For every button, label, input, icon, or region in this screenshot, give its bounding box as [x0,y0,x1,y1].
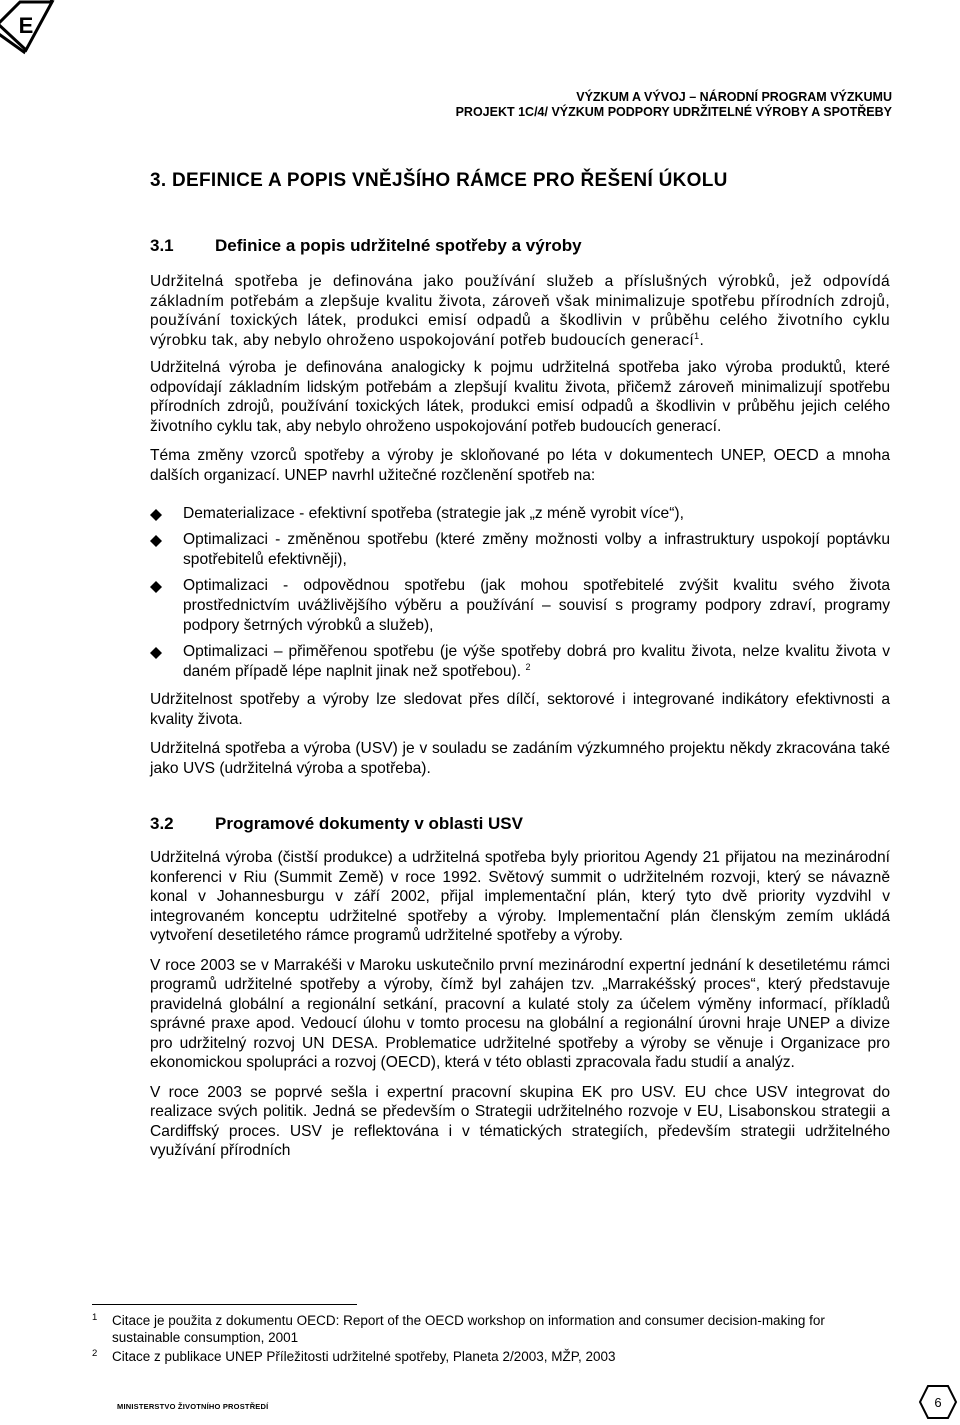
main-content [150,170,890,1161]
section-title: Programové dokumenty v oblasti USV [215,814,523,833]
header-line-2: PROJEKT 1C/4/ VÝZKUM PODPORY UDRŽITELNÉ VÝROBY A SPOTŘEBY [455,105,892,119]
footnote-mark: 2 [92,1348,98,1359]
footnote [92,1348,892,1365]
list-item-text: Optimalizaci – přiměřenou spotřebu (je výše spotřeby dobrá pro kvalitu života, nelze kvalitu života v daném případě lépe naplnit jinak než spotřebou). [183,643,890,680]
paragraph: Udržitelná výroba je definována analogicky k pojmu udržitelná spotřeba jako výroba produktů, které odpovídají základním lidským potřebám a zlepšují kvalitu života, přičemž zároveň minimalizují spotřebu přírodních zdrojů, používání toxických látek, produkci emisí odpadů a škodlivin v průběhu jejich celého životního cyklu tak, aby nebylo ohroženo uspokojování potřeb budoucích generací. [150,359,890,435]
diamond-e-logo-icon [0,0,60,60]
logo [0,0,60,60]
header-line-1: VÝZKUM A VÝVOJ – NÁRODNÍ PROGRAM VÝZKUMU [576,90,892,104]
document-header [456,90,892,120]
paragraph: V roce 2003 se v Marrakéši v Maroku uskutečnilo první mezinárodní expertní jednání k desetiletému rámci programů udržitelné spotřeby a výroby, čímž byl zahájen tzv. „Marrakéšský proces“, který představuje pravidelná globální a regionální setkání, pracovní a kulaté stoly za účelem výměny informací, příkladů správné praxe apod. Vedoucí úlohu v tomto procesu na globální a regionální úrovni hraje UNEP a divize pro udržitelný rozvoj UN DESA. Problematice udržitelné spotřeby a výroby se věnuje i Organizace pro ekonomickou spolupráci a rozvoj (OECD), která v této oblasti zpracovala řadu studií a analýz. [150,956,890,1071]
footnotes [92,1312,892,1365]
section-3-2-heading [150,814,890,834]
chapter-title: 3. DEFINICE A POPIS VNĚJŠÍHO RÁMCE PRO ŘEŠENÍ ÚKOLU [150,170,728,191]
section-number: 3.2 [150,814,174,833]
paragraph: V roce 2003 se poprvé sešla i expertní pracovní skupina EK pro USV. EU chce USV integrovat do realizace svých politik. Jedná se především o Strategii udržitelného rozvoje v EU, Lisabonskou strategii a Cardiffský proces. USV je reflektována i v tématických strategiích, především strategii udržitelného využívání přírodních [150,1083,890,1159]
hexagon-page-icon [918,1384,958,1420]
diamond-bullet-icon [150,535,162,547]
paragraph: Udržitelná spotřeba a výroba (USV) je v souladu se zadáním výzkumného projektu někdy zkracována také jako UVS (udržitelná výroba a spotřeba). [150,740,890,777]
section-number: 3.1 [150,236,174,255]
list-item [150,642,890,682]
footnote-ref: 1 [694,330,700,341]
page-number-text: 6 [934,1395,942,1410]
footnote [92,1312,892,1346]
logo-letter: E [18,13,34,38]
paragraph-text: Udržitelná spotřeba je definována jako používání služeb a příslušných výrobků, jež odpovídá základním potřebám a zlepšuje kvalitu života, zároveň však minimalizuje spotřebu přírodních zdrojů, používání toxických látek, produkci emisí odpadů a škodlivin v průběhu celého životního cyklu výrobku tak, aby nebylo ohroženo uspokojování potřeb budoucích generací [150,273,890,349]
list-item [150,576,890,636]
footer-ministry: MINISTERSTVO ŽIVOTNÍHO PROSTŘEDÍ [117,1402,269,1411]
footnote-text: Citace z publikace UNEP Příležitosti udržitelné spotřeby, Planeta 2/2003, MŽP, 2003 [112,1349,616,1364]
paragraph: Téma změny vzorců spotřeby a výroby je skloňované po léta v dokumentech UNEP, OECD a mnoha dalších organizací. UNEP navrhl užitečné rozčlenění spotřeb na: [150,447,890,484]
footnote-text: Citace je použita z dokumentu OECD: Report of the OECD workshop on information and consumer decision-making for sustainable consumption, 2001 [112,1313,825,1345]
page-number [918,1384,958,1420]
footnote-divider [92,1304,357,1305]
paragraph-end: . [699,331,705,349]
list-item-text: Optimalizaci - změněnou spotřebu (které změny možnosti volby a infrastruktury uspokojí poptávku spotřebitelů efektivněji), [183,531,890,568]
bullet-list [150,504,890,682]
list-item-text: Dematerializace - efektivní spotřeba (strategie jak „z méně vyrobit více“), [183,505,684,522]
section-3-1-heading [150,236,890,256]
diamond-bullet-icon [150,509,162,521]
paragraph: Udržitelná výroba (čistší produkce) a udržitelná spotřeba byly prioritou Agendy 21 přijatou na mezinárodní konferenci v Riu (Summit Země) v roce 1992. Světový summit o udržitelném rozvoji, který se návazně konal v Johannesburgu v září 2002, přijal implementační plán, který tyto dvě priority vyzdvihl v integrovaném konceptu udržitelné spotřeby a výroby. Implementační plán členským zemím ukládá vytvoření desetiletého rámce programů udržitelné spotřeby a výroby. [150,849,890,944]
paragraph [150,272,890,350]
list-item [150,530,890,570]
paragraph: Udržitelnost spotřeby a výroby lze sledovat přes dílčí, sektorové i integrované indikátory efektivnosti a kvality života. [150,691,890,728]
list-item-text: Optimalizaci - odpovědnou spotřebu (jak mohou spotřebitelé zvýšit kvalitu svého života prostřednictvím uvážlivějšího výběru a používání – souvisí s programy podpory zdraví, programy podpory šetrných výrobků a služeb), [183,577,890,634]
diamond-bullet-icon [150,581,162,593]
section-title: Definice a popis udržitelné spotřeby a výroby [215,236,582,255]
diamond-bullet-icon [150,647,162,659]
footnote-mark: 1 [92,1312,98,1323]
footnote-ref: 2 [525,661,531,672]
list-item [150,504,890,524]
